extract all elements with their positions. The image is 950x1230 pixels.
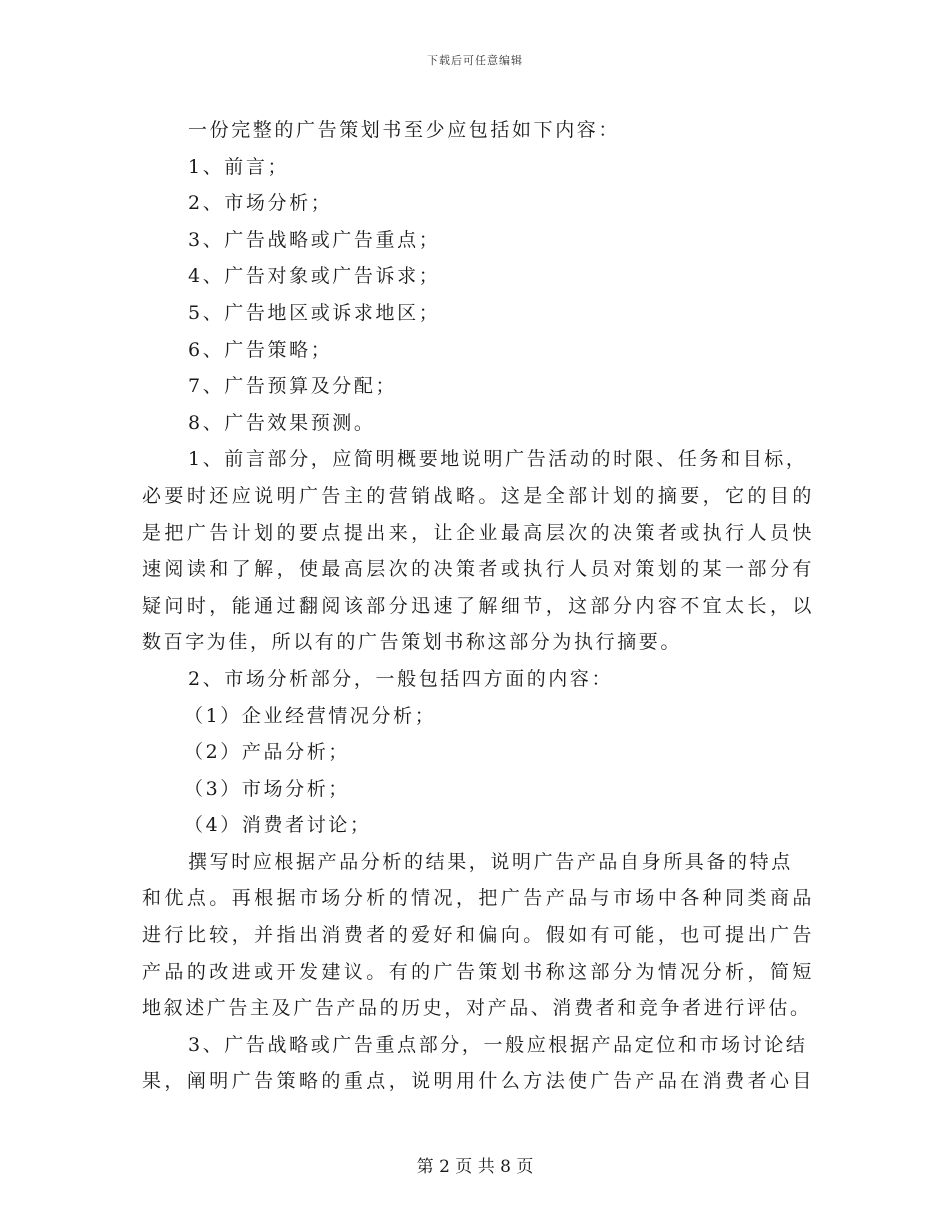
paragraph-line: 3、广告战略或广告重点部分，一般应根据产品定位和市场讨论结 xyxy=(188,1033,808,1056)
paragraph-line: 速阅读和了解，使最高层次的决策者或执行人员对策划的某一部分有 xyxy=(142,558,814,581)
paragraph-line: 是把广告计划的要点提出来，让企业最高层次的决策者或执行人员快 xyxy=(142,521,814,544)
paragraph-line: 1、前言部分，应简明概要地说明广告活动的时限、任务和目标， xyxy=(188,448,808,471)
page-header-note: 下载后可任意编辑 xyxy=(427,54,523,67)
list-item: 2、市场分析； xyxy=(188,192,333,215)
sub-list-item: （1）企业经营情况分析； xyxy=(184,704,437,727)
list-item: 3、广告战略或广告重点； xyxy=(188,228,441,251)
sub-list-item: （3）市场分析； xyxy=(184,777,350,800)
sub-list-item: （4）消费者讨论； xyxy=(184,814,372,837)
intro-line: 一份完整的广告策划书至少应包括如下内容： xyxy=(188,119,621,141)
paragraph-line: 数百字为佳，所以有的广告策划书称这部分为执行摘要。 xyxy=(142,631,683,654)
document-body xyxy=(142,112,814,1100)
list-item: 6、广告策略； xyxy=(188,338,333,361)
paragraph-line: 产品的改进或开发建议。有的广告策划书称这部分为情况分析，简短 xyxy=(142,960,814,983)
paragraph-line: 进行比较，并指出消费者的爱好和偏向。假如有可能，也可提出广告 xyxy=(142,924,814,947)
paragraph-line: 地叙述广告主及广告产品的历史，对产品、消费者和竞争者进行评估。 xyxy=(142,997,812,1020)
page-number: 第 2 页 共 8 页 xyxy=(416,1157,534,1177)
list-item: 5、广告地区或诉求地区； xyxy=(188,301,441,324)
paragraph-line: 2、市场分析部分，一般包括四方面的内容： xyxy=(188,667,614,690)
list-item: 1、前言； xyxy=(188,155,290,178)
paragraph-line: 必要时还应说明广告主的营销战略。这是全部计划的摘要，它的目的 xyxy=(142,484,814,507)
paragraph-line: 果，阐明广告策略的重点，说明用什么方法使广告产品在消费者心目 xyxy=(142,1070,814,1093)
paragraph-line: 疑问时，能通过翻阅该部分迅速了解细节，这部分内容不宜太长，以 xyxy=(142,594,814,617)
paragraph-line: 和优点。再根据市场分析的情况，把广告产品与市场中各种同类商品 xyxy=(142,887,814,910)
sub-list-item: （2）产品分析； xyxy=(184,741,350,764)
list-item: 8、广告效果预测。 xyxy=(188,411,376,434)
list-item: 4、广告对象或广告诉求； xyxy=(188,265,441,288)
paragraph-line: 撰写时应根据产品分析的结果，说明广告产品自身所具备的特点 xyxy=(188,850,793,873)
list-item: 7、广告预算及分配； xyxy=(188,375,398,398)
